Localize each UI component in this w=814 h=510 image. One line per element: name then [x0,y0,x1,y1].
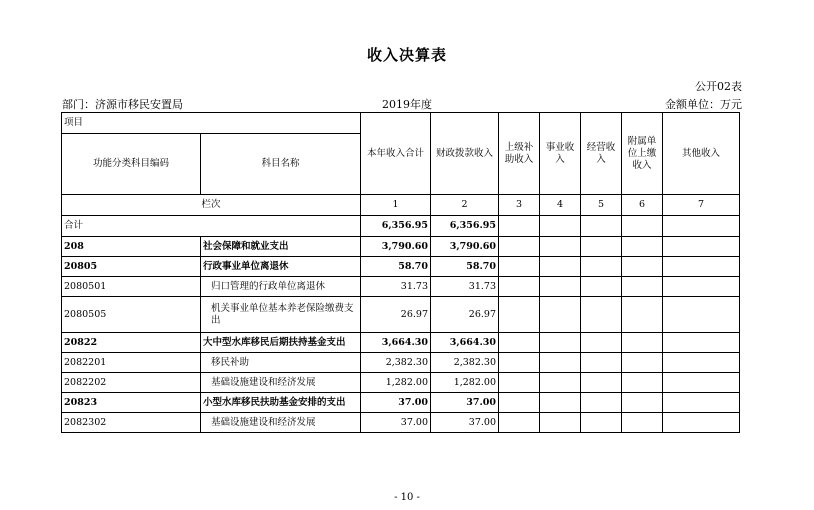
func-code-header: 功能分类科目编码 [62,134,201,195]
row-total: 1,282.00 [361,373,431,393]
row-fiscal: 37.00 [431,393,499,413]
table-row [62,413,740,433]
table-row [62,333,740,353]
row-name: 小型水库移民扶助基金安排的支出 [201,393,361,413]
subject-name-header: 科目名称 [201,134,361,195]
table-row [62,237,740,257]
row-name: 大中型水库移民后期扶持基金支出 [201,333,361,353]
table-row [62,353,740,373]
total-row [62,216,740,237]
row-name: 行政事业单位离退休 [201,257,361,277]
column-number: 7 [663,195,740,216]
row-total: 31.73 [361,277,431,297]
row-total: 37.00 [361,413,431,433]
row-total: 26.97 [361,297,431,333]
table-code: 公开02表 [695,80,742,93]
column-number: 4 [540,195,581,216]
row-name: 移民补助 [201,353,361,373]
page-title: 收入决算表 [366,46,447,64]
row-code: 2082202 [62,373,201,393]
column-number: 3 [499,195,540,216]
row-name: 归口管理的行政单位离退休 [201,277,361,297]
row-name: 基础设施建设和经济发展 [201,413,361,433]
table-row [62,257,740,277]
column-index-label: 栏次 [62,195,361,216]
row-fiscal: 26.97 [431,297,499,333]
col-fiscal-header: 财政拨款收入 [431,113,499,195]
income-table [61,112,740,433]
row-total: 3,664.30 [361,333,431,353]
row-fiscal: 37.00 [431,413,499,433]
row-name: 社会保障和就业支出 [201,237,361,257]
row-fiscal: 3,790.60 [431,237,499,257]
row-total: 2,382.30 [361,353,431,373]
row-code: 20805 [62,257,201,277]
row-code: 2080501 [62,277,201,297]
col-superior-header: 上级补助收入 [499,113,540,195]
table-row [62,277,740,297]
column-number: 5 [581,195,622,216]
row-fiscal: 3,664.30 [431,333,499,353]
column-number: 2 [431,195,499,216]
col-total-header: 本年收入合计 [361,113,431,195]
col-other-header: 其他收入 [663,113,740,195]
row-total: 3,790.60 [361,237,431,257]
total-amount: 6,356.95 [361,216,431,237]
row-total: 37.00 [361,393,431,413]
row-fiscal: 58.70 [431,257,499,277]
row-code: 2082201 [62,353,201,373]
total-fiscal: 6,356.95 [431,216,499,237]
year-label: 2019年度 [382,98,432,111]
page-number: - 10 - [394,492,420,503]
row-fiscal: 1,282.00 [431,373,499,393]
row-total: 58.70 [361,257,431,277]
col-affiliated-header: 附属单位上缴收入 [622,113,663,195]
row-fiscal: 31.73 [431,277,499,297]
row-name: 机关事业单位基本养老保险缴费支出 [201,297,361,333]
row-code: 20823 [62,393,201,413]
column-number: 1 [361,195,431,216]
column-number: 6 [622,195,663,216]
table-row [62,393,740,413]
col-business-header: 事业收入 [540,113,581,195]
row-fiscal: 2,382.30 [431,353,499,373]
row-code: 20822 [62,333,201,353]
total-label: 合计 [62,216,361,237]
table-row [62,373,740,393]
project-header: 项目 [62,113,361,134]
row-name: 基础设施建设和经济发展 [201,373,361,393]
row-code: 2080505 [62,297,201,333]
row-code: 208 [62,237,201,257]
department-label: 部门：济源市移民安置局 [62,98,183,111]
row-code: 2082302 [62,413,201,433]
amount-unit: 金额单位：万元 [665,98,742,111]
table-row [62,297,740,333]
col-operating-header: 经营收入 [581,113,622,195]
